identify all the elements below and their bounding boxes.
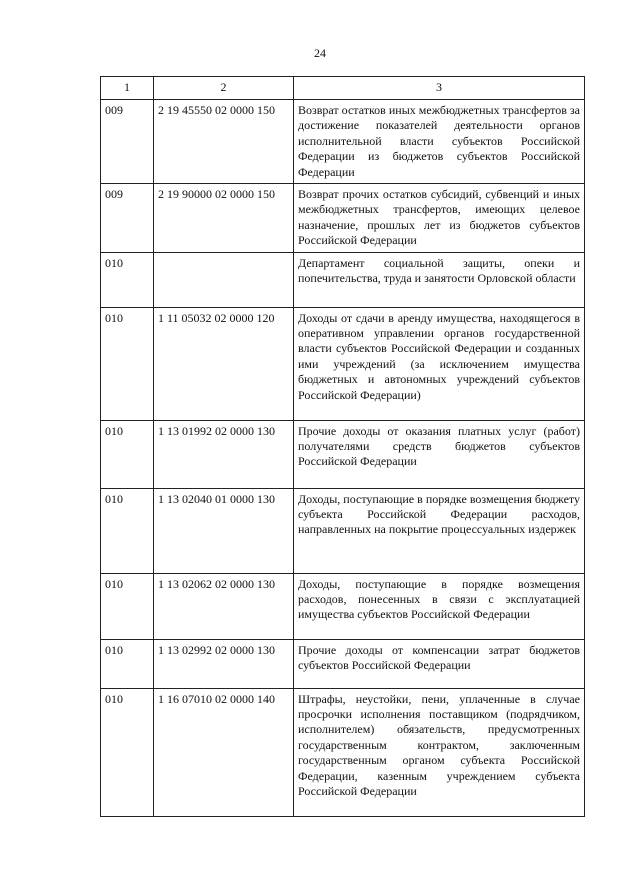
column-header-2: 2: [154, 77, 294, 100]
table-header-row: [101, 77, 585, 100]
budget-code-cell: 2 19 45550 02 0000 150: [154, 100, 294, 184]
description-cell: Доходы от сдачи в аренду имущества, находящегося в оперативном управлении органов государственной власти субъектов Российской Федерации и созданных ими учреждений (за исключением имущества бюджетных и автономных учреждений субъектов Российской Федерации): [294, 307, 585, 420]
admin-code-cell: 010: [101, 420, 154, 488]
table-row: [101, 307, 585, 420]
admin-code-cell: 009: [101, 184, 154, 253]
page-number: 24: [314, 46, 326, 60]
table-row: [101, 100, 585, 184]
description-cell: Доходы, поступающие в порядке возмещения расходов, понесенных в связи с эксплуатацией имущества субъектов Российской Федерации: [294, 573, 585, 639]
budget-code-cell: 1 13 01992 02 0000 130: [154, 420, 294, 488]
budget-code-cell: 1 16 07010 02 0000 140: [154, 688, 294, 816]
budget-code-cell: 1 13 02992 02 0000 130: [154, 639, 294, 688]
description-cell: Прочие доходы от оказания платных услуг (работ) получателями средств бюджетов субъектов Российской Федерации: [294, 420, 585, 488]
table-row: [101, 573, 585, 639]
admin-code-cell: 010: [101, 488, 154, 573]
admin-code-cell: 010: [101, 688, 154, 816]
description-cell: Доходы, поступающие в порядке возмещения бюджету субъекта Российской Федерации расходов, направленных на покрытие процессуальных издержек: [294, 488, 585, 573]
description-cell: Возврат прочих остатков субсидий, субвенций и иных межбюджетных трансфертов, имеющих целевое назначение, прошлых лет из бюджетов субъектов Российской Федерации: [294, 184, 585, 253]
admin-code-cell: 010: [101, 573, 154, 639]
column-header-1: 1: [101, 77, 154, 100]
table-row: [101, 420, 585, 488]
admin-code-cell: 010: [101, 639, 154, 688]
admin-code-cell: 010: [101, 252, 154, 307]
budget-code-cell: 1 11 05032 02 0000 120: [154, 307, 294, 420]
table-row: [101, 688, 585, 816]
budget-code-cell: [154, 252, 294, 307]
description-cell: Штрафы, неустойки, пени, уплаченные в случае просрочки исполнения поставщиком (подрядчиком, исполнителем) обязательств, предусмотренных государственным контрактом, заключенным государственным органом субъекта Российской Федерации, казенным учреждением субъекта Российской Федерации: [294, 688, 585, 816]
description-cell: Возврат остатков иных межбюджетных трансфертов за достижение показателей деятельности органов исполнительной власти субъектов Российской Федерации из бюджетов субъектов Российской Федерации: [294, 100, 585, 184]
description-cell: Департамент социальной защиты, опеки и попечительства, труда и занятости Орловской области: [294, 252, 585, 307]
budget-code-cell: 2 19 90000 02 0000 150: [154, 184, 294, 253]
budget-code-cell: 1 13 02040 01 0000 130: [154, 488, 294, 573]
admin-code-cell: 009: [101, 100, 154, 184]
budget-code-cell: 1 13 02062 02 0000 130: [154, 573, 294, 639]
budget-classification-table: [100, 76, 585, 817]
description-cell: Прочие доходы от компенсации затрат бюджетов субъектов Российской Федерации: [294, 639, 585, 688]
table-row: [101, 639, 585, 688]
table-row: [101, 252, 585, 307]
table-row: [101, 184, 585, 253]
table-row: [101, 488, 585, 573]
admin-code-cell: 010: [101, 307, 154, 420]
column-header-3: 3: [294, 77, 585, 100]
